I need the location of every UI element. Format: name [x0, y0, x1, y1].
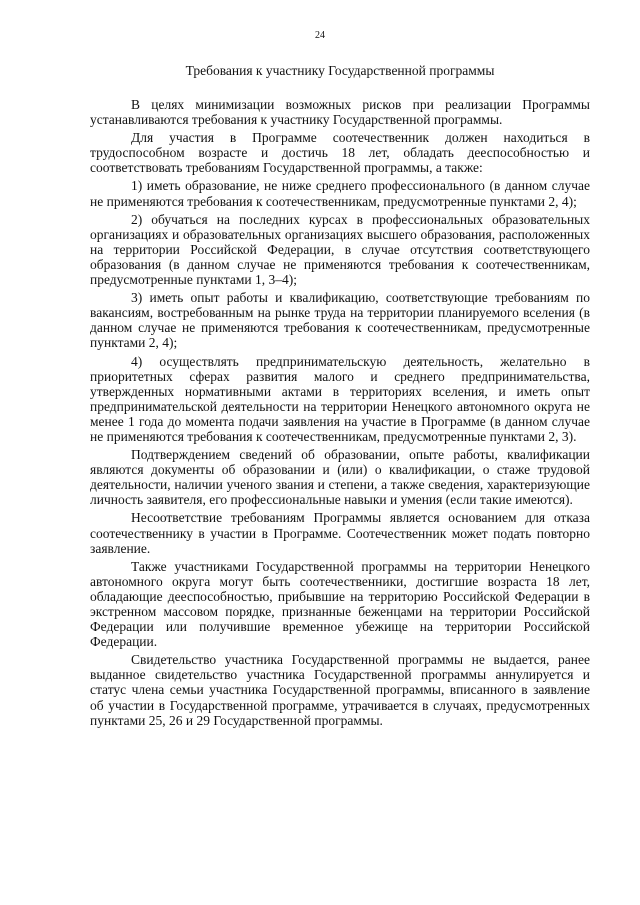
paragraph-item-2: 2) обучаться на последних курсах в профессиональных образовательных организациях и образовательных организациях высшего образования, расположенных на территории Российской Федерации, в случае отсутствия соответствующего образования (в данном случае не применяются требования к соотечественникам, предусмотренные пунктами 1, 3–4);	[90, 211, 590, 288]
paragraph-refusal: Несоответствие требованиям Программы является основанием для отказа соотечественнику в участии в Программе. Соотечественник может подать повторно заявление.	[90, 510, 590, 556]
paragraph-item-3: 3) иметь опыт работы и квалификацию, соответствующие требованиям по вакансиям, востребованным на рынке труда на территории планируемого вселения (в данном случае не применяются требования к соотечественникам, предусмотренные пунктами 2, 4);	[90, 290, 590, 351]
page-number: 24	[315, 30, 325, 41]
paragraph-refugees: Также участниками Государственной программы на территории Ненецкого автономного округа могут быть соотечественники, достигшие возраста 18 лет, обладающие дееспособностью, прибывшие на территорию Российской Федерации в экстренном массовом порядке, признанные беженцами на территории Российской Федерации или получившие временное убежище на территории Российской Федерации.	[90, 558, 590, 650]
section-title: Требования к участнику Государственной программы	[185, 63, 495, 78]
paragraph-item-1: 1) иметь образование, не ниже среднего профессионального (в данном случае не применяются требования к соотечественникам, предусмотренные пунктами 2, 4);	[90, 178, 590, 209]
document-body	[90, 97, 590, 731]
paragraph-intro: В целях минимизации возможных рисков при реализации Программы устанавливаются требования к участнику Государственной программы.	[90, 97, 590, 128]
paragraph-documents: Подтверждением сведений об образовании, опыте работы, квалификации являются документы об образовании и (или) о квалификации, о стаже трудовой деятельности, наличии ученого звания и степени, а также сведения, характеризующие личность заявителя, его профессиональные навыки и умения (если такие имеются).	[90, 447, 590, 508]
paragraph-conditions: Для участия в Программе соотечественник должен находиться в трудоспособном возрасте и достичь 18 лет, обладать дееспособностью и соответствовать требованиям Государственной программы, а также:	[90, 130, 590, 176]
paragraph-certificate: Свидетельство участника Государственной программы не выдается, ранее выданное свидетельство участника Государственной программы аннулируется и статус члена семьи участника Государственной программы, вписанного в заявление об участии в Государственной программе, утрачивается в случаях, предусмотренных пунктами 25, 26 и 29 Государственной программы.	[90, 652, 590, 728]
paragraph-item-4: 4) осуществлять предпринимательскую деятельность, желательно в приоритетных сферах развития малого и среднего предпринимательства, утвержденных нормативными актами в территориях вселения, и иметь опыт предпринимательской деятельности на территории Ненецкого автономного округа не менее 1 года до момента подачи заявления на участие в Программе (в данном случае не применяются требования к соотечественникам, предусмотренные пунктами 2, 3).	[90, 353, 590, 444]
